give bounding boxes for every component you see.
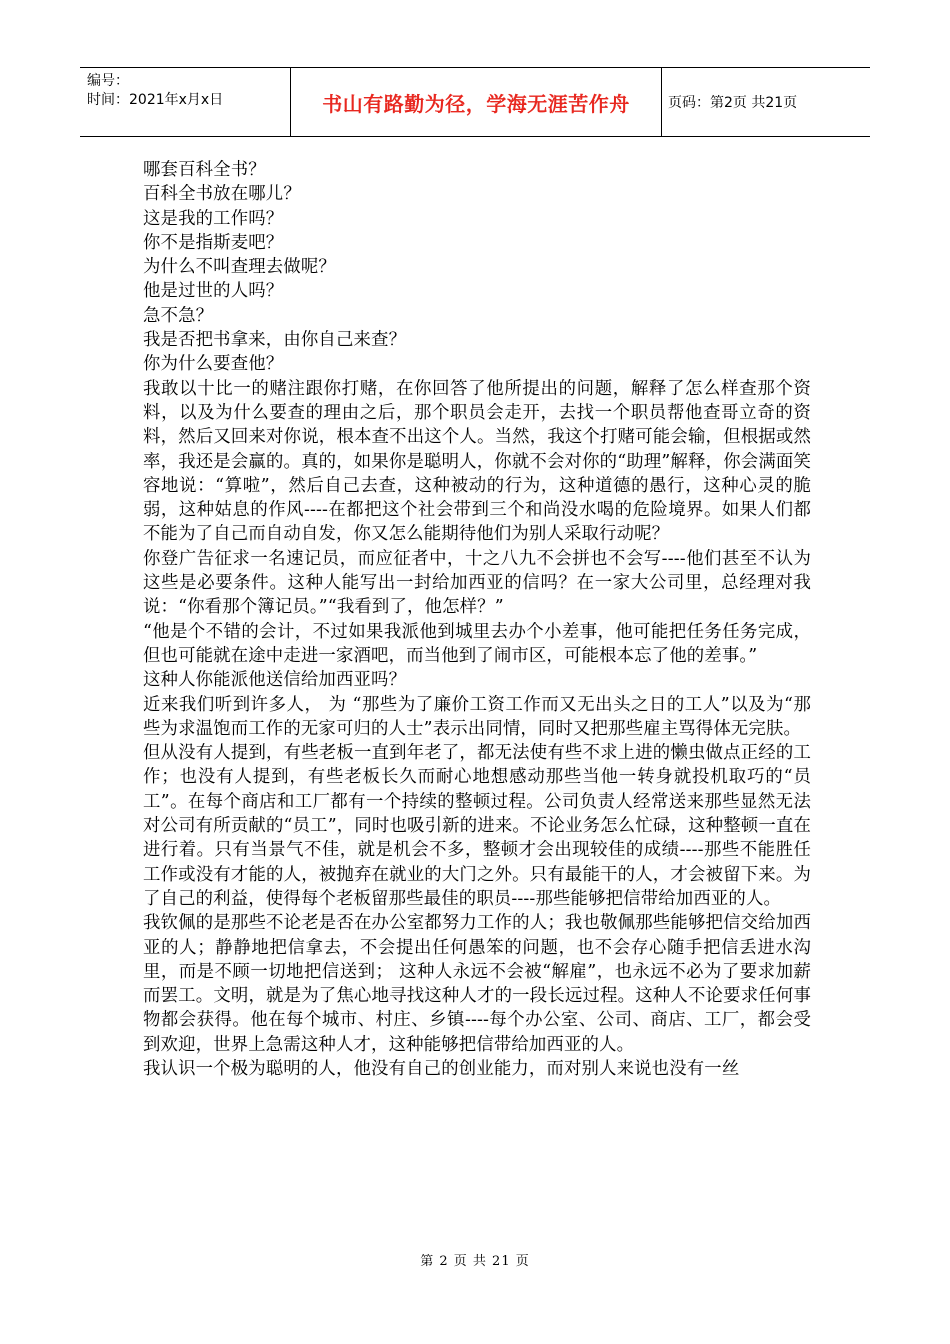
paragraph: 我是否把书拿来，由你自己来查？ <box>143 330 407 351</box>
paragraph: “他是个不错的会计，不过如果我派他到城里去办个小差事，他可能把任务任务完成，但也可能就在途中走进一家酒吧，而当他到了闹市区，可能根本忘了他的差事。” <box>143 621 811 666</box>
header-motto: 书山有路勤为径，学海无涯苦作舟 <box>291 68 662 136</box>
paragraph: 我敢以十比一的赌注跟你打赌，在你回答了他所提出的问题，解释了怎么样查那个资料，以及为什么要查的理由之后，那个职员会走开，去找一个职员帮他查哥立奇的资料，然后又回来对你说，根本查不出这个人。当然，我这个打赌可能会输，但根据或然率，我还是会赢的。真的，如果你是聪明人，你就不会对你的“助理”解释，你会满面笑容地说：“算啦”，然后自己去查，这种被动的行为，这种道德的愚行，这种心灵的脆弱，这种姑息的作风----在都把这个社会带到三个和尚没水喝的危险境界。如果人们都不能为了自己而自动自发，你又怎么能期待他们为别人采取行动呢？ <box>143 378 811 545</box>
page-header <box>80 67 870 137</box>
header-page-label: 页码：第2页 共21页 <box>668 95 798 111</box>
paragraph: 这种人你能派他送信给加西亚吗？ <box>143 670 407 691</box>
page-footer: 第 2 页 共 21 页 <box>420 1254 530 1269</box>
paragraph: 你为什么要查他？ <box>143 354 284 375</box>
paragraph: 但从没有人提到，有些老板一直到年老了，都无法使有些不求上进的懒虫做点正经的工作；也没有人提到，有些老板长久而耐心地想感动那些当他一转身就投机取巧的“员工”。在每个商店和工厂都有一个持续的整顿过程。公司负责人经常送来那些显然无法对公司有所贡献的“员工”，同时也吸引新的进来。不论业务怎么忙碌，这种整顿一直在进行着。只有当景气不佳，就是机会不多，整顿才会出现较佳的成绩----那些不能胜任工作或没有才能的人，被抛弃在就业的大门之外。只有最能干的人，才会被留下来。为了自己的利益，使得每个老板留那些最佳的职员----那些能够把信带给加西亚的人。 <box>143 743 811 909</box>
header-info <box>80 68 291 136</box>
paragraph: 你登广告征求一名速记员，而应征者中，十之八九不会拼也不会写----他们甚至不认为这些是必要条件。这种人能写出一封给加西亚的信吗？在一家大公司里，总经理对我说：“你看那个簿记员。”“我看到了，他怎样？” <box>143 548 811 618</box>
paragraph: 急不急？ <box>143 305 214 326</box>
document-body <box>143 158 811 1081</box>
paragraph: 近来我们听到许多人， 为 “那些为了廉价工资工作而又无出头之日的工人”以及为“那些为求温饱而工作的无家可归的人士”表示出同情，同时又把那些雇主骂得体无完肤。 <box>143 694 811 739</box>
paragraph: 我认识一个极为聪明的人，他没有自己的创业能力，而对别人来说也没有一丝 <box>143 1058 740 1079</box>
paragraph: 他是过世的人吗？ <box>143 281 284 302</box>
paragraph: 你不是指斯麦吧？ <box>143 232 284 253</box>
paragraph: 这是我的工作吗？ <box>143 208 284 229</box>
paragraph: 为什么不叫查理去做呢？ <box>143 257 336 278</box>
paragraph: 哪套百科全书？ <box>143 160 266 180</box>
paragraph: 百科全书放在哪儿？ <box>143 184 301 205</box>
paragraph: 我钦佩的是那些不论老是否在办公室都努力工作的人；我也敬佩那些能够把信交给加西亚的人；静静地把信拿去，不会提出任何愚笨的问题，也不会存心随手把信丢进水沟里，而是不顾一切地把信送到； 这种人永远不会被“解雇”，也永远不必为了要求加薪而罢工。文明，就是为了焦心地寻找这种人才的一段长远过程。这种人不论要求任何事物都会获得。他在每个城市、村庄、乡镇----每个办公室、公司、商店、工厂，都会受到欢迎，世界上急需这种人才，这种能够把信带给加西亚的人。 <box>143 913 811 1055</box>
doc-time-label: 时间：2021年x月x日 <box>87 92 224 108</box>
doc-number-label: 编号： <box>87 73 129 89</box>
